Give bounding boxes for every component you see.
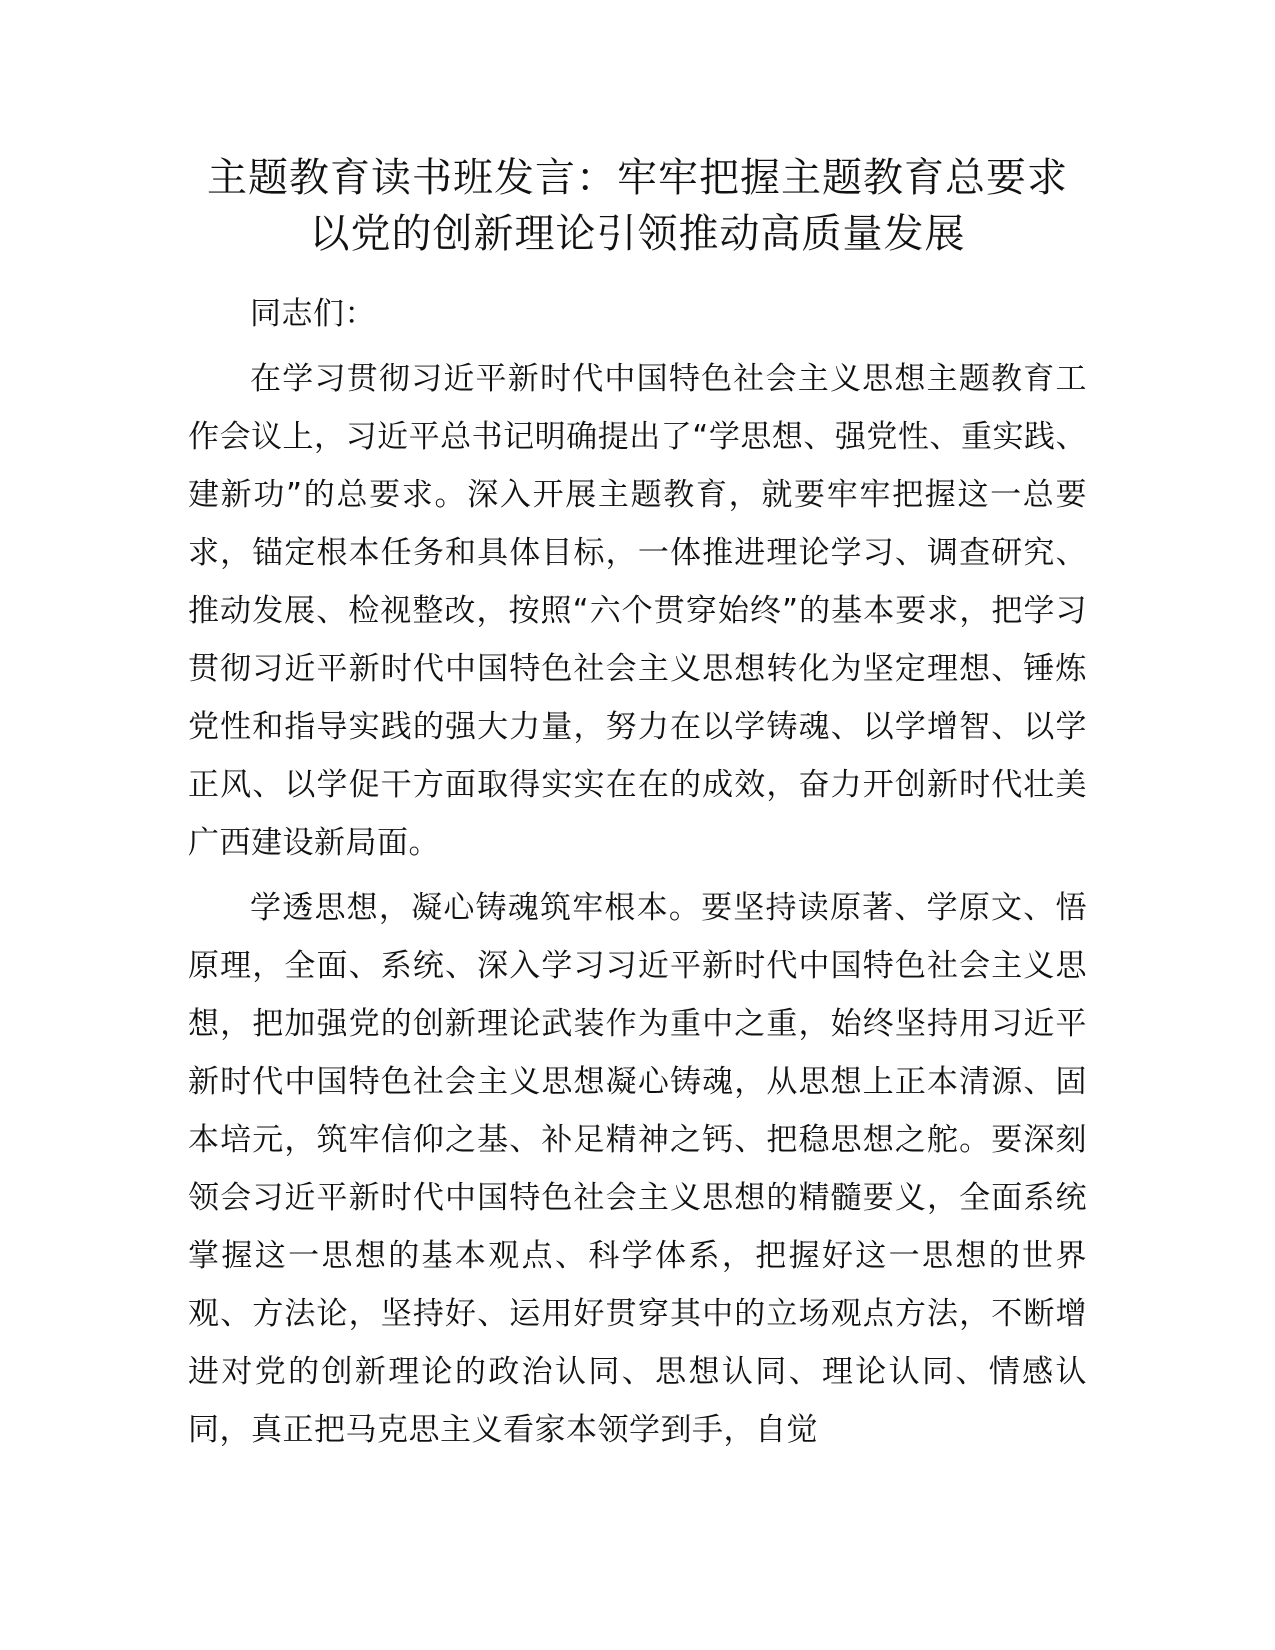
- salutation-paragraph: 同志们：: [250, 296, 376, 332]
- document-body: [188, 285, 1087, 1466]
- body-paragraph: 学透思想，凝心铸魂筑牢根本。要坚持读原著、学原文、悟原理，全面、系统、深入学习习近平新时代中国特色社会主义思想，把加强党的创新理论武装作为重中之重，始终坚持用习近平新时代中国特色社会主义思想凝心铸魂，从思想上正本清源、固本培元，筑牢信仰之基、补足精神之钙、把稳思想之舵。要深刻领会习近平新时代中国特色社会主义思想的精髓要义，全面系统掌握这一思想的基本观点、科学体系，把握好这一思想的世界观、方法论，坚持好、运用好贯穿其中的立场观点方法，不断增进对党的创新理论的政治认同、思想认同、理论认同、情感认同，真正把马克思主义看家本领学到手，自觉: [188, 890, 1087, 1448]
- body-paragraph: 在学习贯彻习近平新时代中国特色社会主义思想主题教育工作会议上，习近平总书记明确提出了“学思想、强党性、重实践、建新功”的总要求。深入开展主题教育，就要牢牢把握这一总要求，锚定根本任务和具体目标，一体推进理论学习、调查研究、推动发展、检视整改，按照“六个贯穿始终”的基本要求，把学习贯彻习近平新时代中国特色社会主义思想转化为坚定理想、锤炼党性和指导实践的强大力量，努力在以学铸魂、以学增智、以学正风、以学促干方面取得实实在在的成效，奋力开创新时代壮美广西建设新局面。: [188, 361, 1087, 861]
- document-title: 主题教育读书班发言：牢牢把握主题教育总要求以党的创新理论引领推动高质量发展: [207, 155, 1068, 257]
